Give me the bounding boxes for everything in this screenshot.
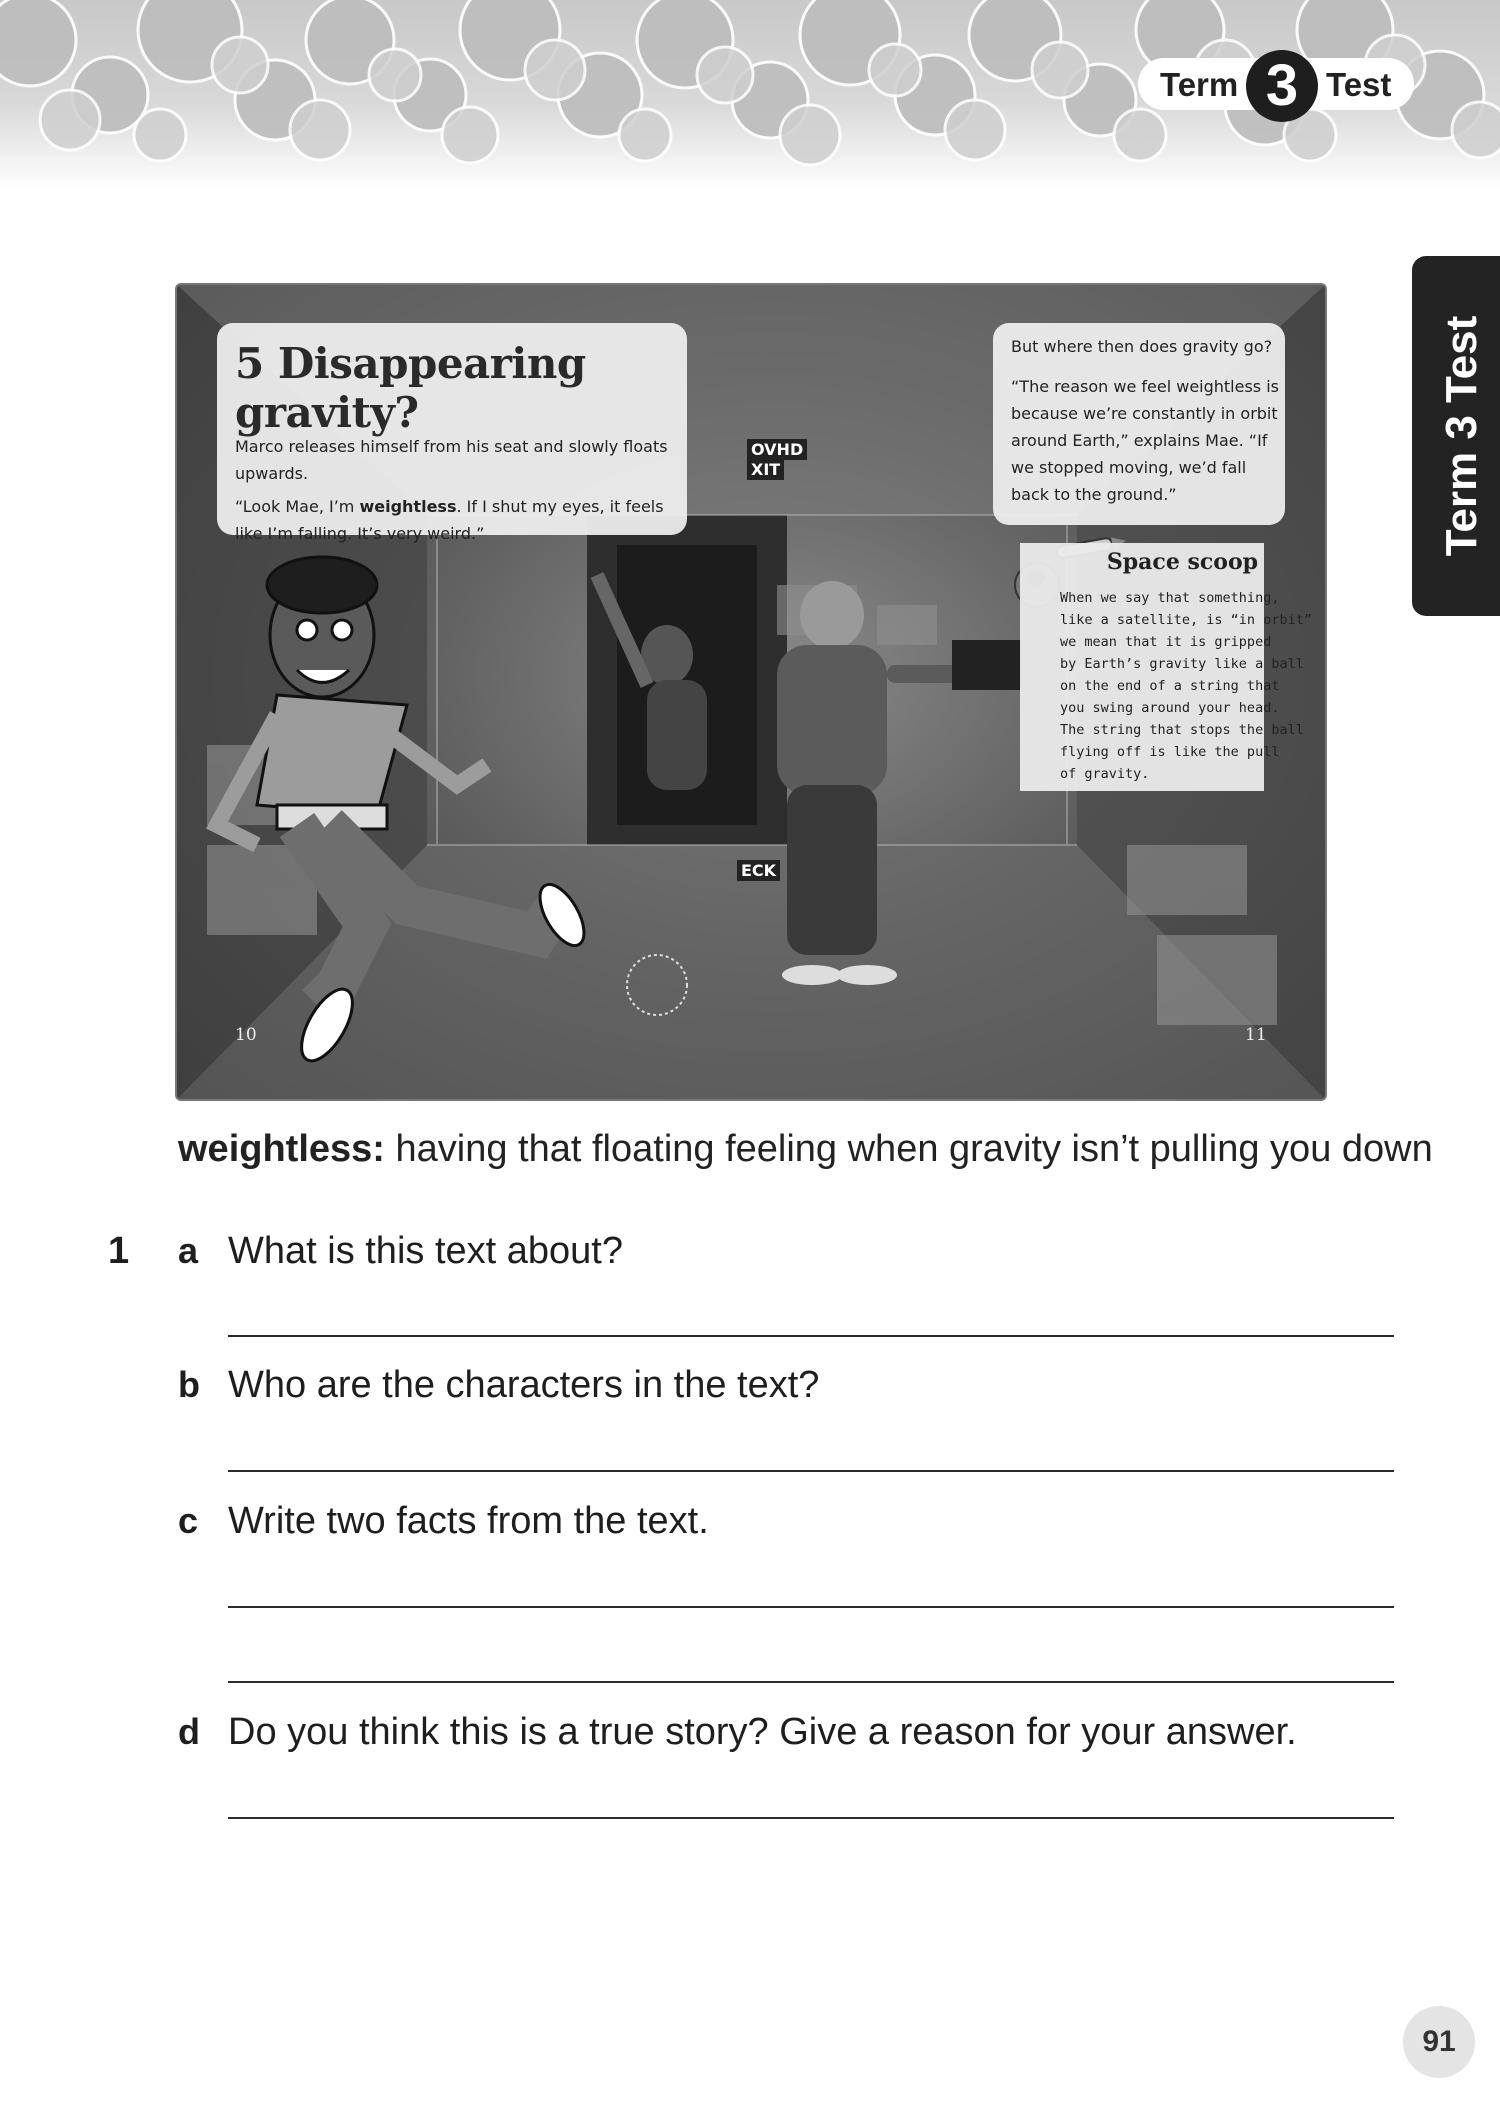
deck-sign: ECK [737, 860, 780, 881]
exit-sign: XIT [747, 459, 784, 480]
story-paragraph-3: But where then does gravity go? [1011, 337, 1273, 356]
spread-page-number-left: 10 [235, 1025, 257, 1045]
answer-line-b[interactable] [228, 1470, 1394, 1472]
answer-line-d[interactable] [228, 1817, 1394, 1819]
term-test-badge [1138, 53, 1414, 118]
answer-line-a[interactable] [228, 1335, 1394, 1337]
question-a-letter: a [178, 1230, 199, 1271]
story-panel-left [217, 323, 687, 543]
glossary-term: weightless: [178, 1128, 385, 1170]
answer-line-c-2[interactable] [228, 1681, 1394, 1683]
story-paragraph-1: Marco releases himself from his seat and slowly floats upwards. [235, 437, 668, 483]
glossary-meaning: having that floating feeling when gravity isn’t pulling you down [395, 1128, 1433, 1170]
ovhd-sign: OVHD [747, 439, 807, 460]
glossary-definition [178, 1128, 1433, 1171]
side-section-tab [1412, 256, 1500, 616]
space-scoop-box [1020, 543, 1312, 791]
question-b-letter: b [178, 1364, 200, 1405]
question-d-text: Do you think this is a true story? Give a reason for your answer. [228, 1711, 1297, 1753]
question-a-text: What is this text about? [228, 1230, 623, 1272]
story-paragraph-4: “The reason we feel weightless is because we’re constantly in orbit around Earth,” explains Mae. “If we stopped moving, we’d fall back to the ground.” [1011, 377, 1279, 504]
side-tab-label: Term 3 Test [1437, 315, 1486, 557]
question-c-letter: c [178, 1500, 199, 1541]
test-word: Test [1326, 66, 1392, 103]
story-paragraph-2: “Look Mae, I’m weightless. If I shut my eyes, it feels like I’m falling. It’s very weird.” [235, 497, 664, 543]
space-scoop-text: When we say that something, like a satellite, is “in orbit” we mean that it is gripped by Earth’s gravity like a ball on the end of a string that you swing around your head. The string that stops the ball flying off is like the pull of gravity. [1060, 590, 1312, 782]
question-b-text: Who are the characters in the text? [228, 1364, 820, 1406]
header-bubble-banner [0, 0, 1500, 190]
question-d-letter: d [178, 1711, 200, 1752]
answer-line-c-1[interactable] [228, 1606, 1394, 1608]
weightless-bold: weightless [359, 497, 457, 516]
question-c-text: Write two facts from the text. [228, 1500, 709, 1542]
question-number: 1 [108, 1230, 130, 1272]
spread-title: 5 Disappearing gravity? [235, 339, 586, 437]
reader-spread-image [175, 283, 1327, 1101]
story-panel-right [993, 323, 1285, 525]
term-word: Term [1160, 66, 1239, 103]
spread-page-number-right: 11 [1245, 1025, 1267, 1045]
term-number-circle: 3 [1246, 50, 1318, 122]
space-scoop-heading: Space scoop [1106, 549, 1258, 575]
page-number: 91 [1403, 2006, 1475, 2078]
